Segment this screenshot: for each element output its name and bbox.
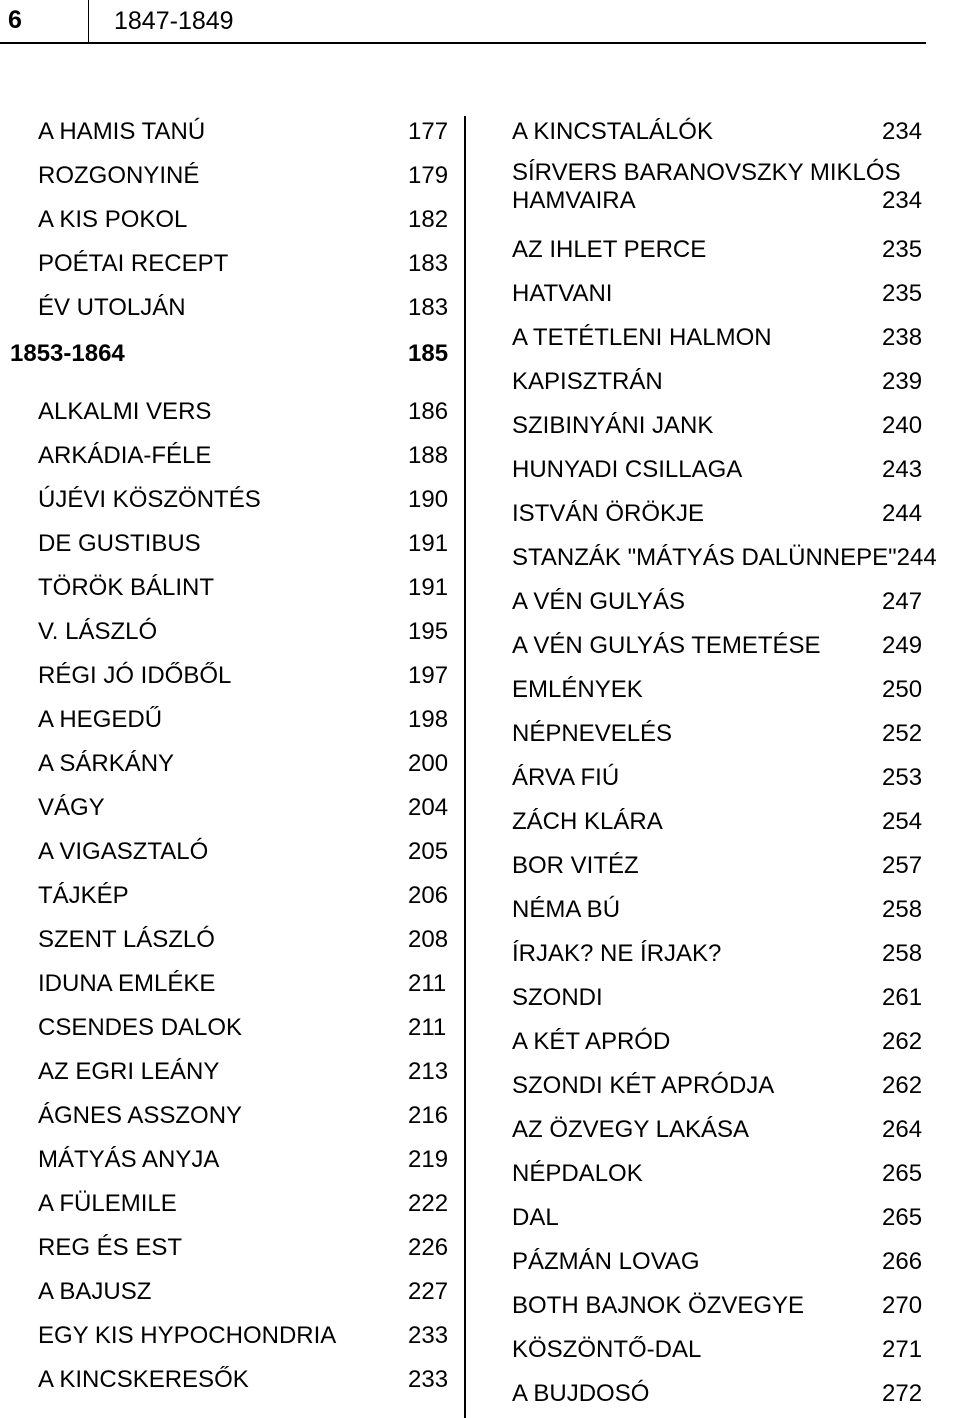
toc-entry-title: HATVANI	[512, 280, 613, 307]
toc-entry-title: A KINCSKERESŐK	[38, 1366, 249, 1393]
toc-entry-title: HUNYADI CSILLAGA	[512, 456, 743, 483]
toc-entry-page: 179	[408, 162, 449, 189]
toc-entry-title: SZONDI KÉT APRÓDJA	[512, 1072, 775, 1099]
toc-entry-title: A KINCSTALÁLÓK	[512, 118, 713, 145]
toc-entry	[0, 205, 960, 235]
toc-entry	[0, 939, 960, 969]
toc-entry	[0, 675, 960, 705]
toc-entry	[0, 763, 960, 793]
toc-entry-page: 240	[882, 412, 923, 439]
toc-entry-page: 233	[408, 1322, 449, 1349]
toc-entry-page: 197	[408, 662, 449, 689]
toc-entry-page: 271	[882, 1336, 923, 1363]
toc-entry	[0, 411, 960, 441]
toc-entry	[0, 807, 960, 837]
toc-entry	[0, 1335, 960, 1365]
toc-entry-page: 188	[408, 442, 449, 469]
toc-entry	[0, 117, 960, 147]
toc-entry-page: 191	[408, 574, 449, 601]
page-number: 6	[8, 6, 22, 34]
toc-entry-page: 261	[882, 984, 923, 1011]
toc-entry-title: A KÉT APRÓD	[512, 1028, 671, 1055]
toc-entry	[0, 719, 960, 749]
toc-entry	[0, 851, 960, 881]
toc-entry-title: TÖRÖK BÁLINT	[38, 574, 215, 601]
toc-entry-page: 239	[882, 368, 923, 395]
toc-entry-title: DAL	[512, 1204, 559, 1231]
toc-entry-page: 177	[408, 118, 449, 145]
toc-entry	[0, 367, 960, 397]
toc-entry-page: 211	[408, 1014, 447, 1041]
toc-entry-title: A VIGASZTALÓ	[38, 838, 209, 865]
toc-entry-title: A BUJDOSÓ	[512, 1380, 650, 1407]
toc-entry	[0, 158, 960, 214]
toc-entry-title: A HAMIS TANÚ	[38, 118, 206, 145]
toc-entry-page: 208	[408, 926, 449, 953]
toc-entry-page: 183	[408, 294, 449, 321]
toc-entry-page: 182	[408, 206, 449, 233]
toc-entry	[0, 587, 960, 617]
toc-entry	[0, 1291, 960, 1321]
toc-entry	[0, 1115, 960, 1145]
toc-entry-title: NÉPNEVELÉS	[512, 720, 673, 747]
toc-entry-page: 226	[408, 1234, 449, 1261]
toc-entry-title: SZENT LÁSZLÓ	[38, 926, 215, 953]
toc-entry	[0, 1203, 960, 1233]
toc-entry	[0, 235, 960, 265]
toc-entry	[0, 455, 960, 485]
toc-entry	[0, 543, 960, 573]
toc-entry-page: 219	[408, 1146, 449, 1173]
toc-entry-title: A HEGEDŰ	[38, 706, 163, 733]
toc-entry-title: SZONDI	[512, 984, 603, 1011]
page-header	[0, 0, 926, 44]
toc-entry-title: A FÜLEMILE	[38, 1190, 177, 1217]
toc-entry-title: KÖSZÖNTŐ-DAL	[512, 1336, 702, 1363]
toc-entry-title: A VÉN GULYÁS TEMETÉSE	[512, 632, 821, 659]
toc-entry-page: 257	[882, 852, 923, 879]
toc-entry-page: 243	[882, 456, 923, 483]
toc-entry-title: ARKÁDIA-FÉLE	[38, 442, 212, 469]
toc-entry-page: 249	[882, 632, 923, 659]
toc-entry-page: 266	[882, 1248, 923, 1275]
toc-entry-page: 200	[408, 750, 449, 777]
toc-entry-title: NÉMA BÚ	[512, 896, 621, 923]
toc-entry	[0, 1379, 960, 1409]
toc-entry-page: 185	[408, 340, 449, 367]
toc-entry-title: ÁRVA FIÚ	[512, 764, 620, 791]
toc-entry-page: 213	[408, 1058, 449, 1085]
toc-entry-page: 211	[408, 970, 447, 997]
toc-entry-title: ISTVÁN ÖRÖKJE	[512, 500, 705, 527]
toc-entry-title: REG ÉS EST	[38, 1234, 183, 1261]
toc-entry-title: A BAJUSZ	[38, 1278, 152, 1305]
toc-entry-title: AZ IHLET PERCE	[512, 236, 707, 263]
toc-entry-page: 227	[408, 1278, 449, 1305]
toc-entry-title: NÉPDALOK	[512, 1160, 643, 1187]
toc-entry-title: A KIS POKOL	[38, 206, 188, 233]
toc-entry-page: 186	[408, 398, 449, 425]
toc-entry-title: ÁGNES ASSZONY	[38, 1102, 243, 1129]
toc-entry-title: A SÁRKÁNY	[38, 750, 175, 777]
toc-entry-page: 206	[408, 882, 449, 909]
toc-entry-title: SÍRVERS BARANOVSZKY MIKLÓS	[512, 159, 901, 186]
toc-entry-title: 1853-1864	[10, 340, 125, 367]
toc-entry	[0, 323, 960, 353]
toc-entry	[0, 1071, 960, 1101]
toc-entry	[0, 1247, 960, 1277]
toc-entry-title: A VÉN GULYÁS	[512, 588, 685, 615]
toc-entry	[0, 983, 960, 1013]
toc-entry-page: 254	[882, 808, 923, 835]
toc-entry-title: ÉV UTOLJÁN	[38, 294, 186, 321]
toc-entry-page: 195	[408, 618, 449, 645]
toc-entry-title-continued: HAMVAIRA	[512, 187, 636, 214]
header-divider	[88, 0, 89, 42]
toc-entry-title: STANZÁK "MÁTYÁS DALÜNNEPE"244	[512, 544, 937, 571]
toc-entry-title: BOR VITÉZ	[512, 852, 639, 879]
toc-entry-title: ALKALMI VERS	[38, 398, 212, 425]
toc-entry-page: 233	[408, 1366, 449, 1393]
toc-entry-page: 247	[882, 588, 923, 615]
toc-entry-page: 190	[408, 486, 449, 513]
toc-entry-page: 258	[882, 940, 923, 967]
toc-entry-page: 265	[882, 1204, 923, 1231]
toc-entry-title: ROZGONYINÉ	[38, 162, 200, 189]
toc-entry-title: BOTH BAJNOK ÖZVEGYE	[512, 1292, 805, 1319]
toc-entry-page: 234	[882, 187, 923, 214]
toc-entry-page: 265	[882, 1160, 923, 1187]
toc-entry-title: A TETÉTLENI HALMON	[512, 324, 772, 351]
toc-entry	[0, 1159, 960, 1189]
toc-entry-title: DE GUSTIBUS	[38, 530, 201, 557]
toc-entry-page: 235	[882, 236, 923, 263]
toc-entry-page: 222	[408, 1190, 449, 1217]
toc-entry-page: 264	[882, 1116, 923, 1143]
toc-entry-title: PÁZMÁN LOVAG	[512, 1248, 700, 1275]
toc-entry-page: 204	[408, 794, 449, 821]
toc-entry-page: 234	[882, 118, 923, 145]
section-title: 1847-1849	[114, 7, 234, 35]
toc-entry-page: 216	[408, 1102, 449, 1129]
toc-entry	[0, 631, 960, 661]
toc-entry-page: 191	[408, 530, 449, 557]
toc-entry	[0, 279, 960, 309]
toc-entry-page: 252	[882, 720, 923, 747]
toc-entry-page: 244	[882, 500, 923, 527]
toc-entry-title: POÉTAI RECEPT	[38, 250, 229, 277]
toc-entry-page: 262	[882, 1028, 923, 1055]
toc-entry-title: TÁJKÉP	[38, 882, 129, 909]
toc-entry-page: 270	[882, 1292, 923, 1319]
toc-entry-title: CSENDES DALOK	[38, 1014, 243, 1041]
toc-entry-page: 272	[882, 1380, 923, 1407]
toc-entry	[0, 1027, 960, 1057]
toc-entry-title: EMLÉNYEK	[512, 676, 643, 703]
toc-entry-page: 250	[882, 676, 923, 703]
toc-entry-title: MÁTYÁS ANYJA	[38, 1146, 220, 1173]
toc-entry-page: 262	[882, 1072, 923, 1099]
toc-entry	[0, 895, 960, 925]
toc-entry-title: VÁGY	[38, 794, 105, 821]
toc-entry-page: 198	[408, 706, 449, 733]
toc-entry-title: V. LÁSZLÓ	[38, 618, 158, 645]
toc-entry-page: 235	[882, 280, 923, 307]
toc-entry-title: ZÁCH KLÁRA	[512, 808, 663, 835]
toc-entry-page: 253	[882, 764, 923, 791]
toc-entry-title: AZ EGRI LEÁNY	[38, 1058, 220, 1085]
toc-entry-page: 258	[882, 896, 923, 923]
toc-entry-title: EGY KIS HYPOCHONDRIA	[38, 1322, 337, 1349]
toc-entry-title: RÉGI JÓ IDŐBŐL	[38, 662, 232, 689]
toc-entry-page: 238	[882, 324, 923, 351]
toc-entry	[0, 499, 960, 529]
toc-entry-title: ÚJÉVI KÖSZÖNTÉS	[38, 486, 261, 513]
toc-entry-title: KAPISZTRÁN	[512, 368, 663, 395]
toc-entry-title: AZ ÖZVEGY LAKÁSA	[512, 1116, 749, 1143]
toc-entry-title: IDUNA EMLÉKE	[38, 970, 216, 997]
toc-entry-title: SZIBINYÁNI JANK	[512, 412, 714, 439]
toc-entry-page: 183	[408, 250, 449, 277]
toc-entry-title: ÍRJAK? NE ÍRJAK?	[512, 940, 722, 967]
toc-entry-page: 205	[408, 838, 449, 865]
